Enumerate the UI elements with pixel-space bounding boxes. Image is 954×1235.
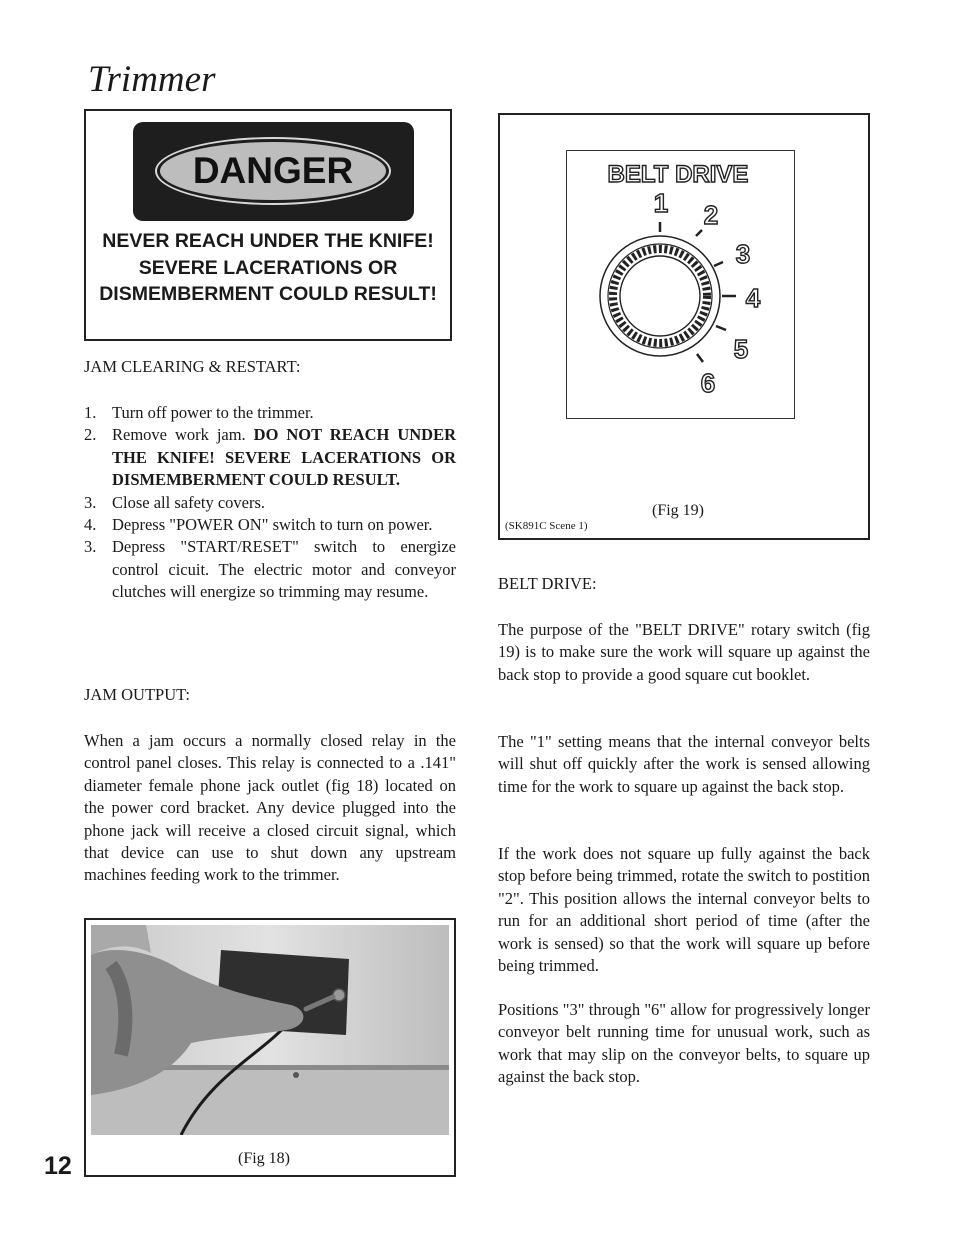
step-number: 4.	[84, 515, 97, 535]
step-text: Depress "POWER ON" switch to turn on power.	[112, 515, 433, 535]
figure-19-source: (SK891C Scene 1)	[505, 520, 588, 532]
dial-knob-face	[620, 256, 700, 336]
step-text: Remove work jam.	[112, 425, 254, 445]
belt-drive-heading: BELT DRIVE:	[498, 574, 597, 593]
dial-position-5: 5	[733, 334, 749, 364]
step-text: Close all safety covers.	[112, 492, 266, 512]
step-text: Turn off power to the trimmer.	[112, 403, 314, 422]
figure-19-caption: (Fig 19)	[652, 502, 704, 519]
step-number: 2.	[84, 425, 97, 445]
danger-message: NEVER REACH UNDER THE KNIFE! SEVERE LACERATIONS OR DISMEMBERMENT COULD RESULT!	[99, 230, 437, 305]
step-item	[84, 492, 456, 514]
jam-output-heading: JAM OUTPUT:	[84, 685, 190, 704]
step-text: Depress "START/RESET" switch to energize control cicuit. The electric motor and conveyor clutches will energize so trimming may resume.	[112, 537, 456, 602]
danger-label: DANGER	[192, 150, 354, 191]
dial-position-1: 1	[653, 188, 669, 218]
dial-title: BELT DRIVE	[607, 161, 749, 188]
jam-clearing-heading: JAM CLEARING & RESTART:	[84, 357, 301, 376]
dial-position-6: 6	[700, 368, 716, 398]
step-number: 3.	[84, 537, 97, 557]
figure-18-photo	[91, 925, 449, 1135]
step-warning: DO NOT REACH UNDER THE KNIFE! SEVERE LACERATIONS OR DISMEMBERMENT COULD RESULT.	[112, 425, 457, 490]
page-number: 12	[44, 1152, 72, 1180]
step-number: 3.	[84, 492, 97, 512]
page-title: Trimmer	[88, 59, 216, 100]
belt-drive-paragraph: If the work does not square up fully against the back stop before being trimmed, rotate the switch to postition "2". This position allows the internal conveyor belts to run for an additional short period of time (after the work is sensed) so that the work will square up before being trimmed.	[498, 844, 870, 976]
belt-drive-paragraph: The "1" setting means that the internal conveyor belts will shut off quickly after the work is sensed allowing time for the work to square up against the back stop.	[498, 732, 870, 796]
jam-output-body: When a jam occurs a normally closed relay in the control panel closes. This relay is connected to a .141" diameter female phone jack outlet (fig 18) located on the power cord bracket. Any device plugged into the phone jack will receive a closed circuit signal, which that device can use to shut down any upstream machines feeding work to the trimmer.	[84, 731, 456, 885]
dial-position-4: 4	[745, 283, 761, 313]
belt-drive-paragraph: The purpose of the "BELT DRIVE" rotary switch (fig 19) is to make sure the work will square up against the back stop to provide a good square cut booklet.	[498, 620, 870, 684]
dial-position-3: 3	[735, 239, 751, 269]
dial-position-2: 2	[703, 200, 719, 230]
step-item	[84, 514, 456, 536]
step-number: 1.	[84, 403, 97, 422]
step-item	[84, 424, 456, 491]
step-item	[84, 536, 456, 603]
jam-clearing-steps	[84, 402, 456, 604]
figure-18-caption: (Fig 18)	[238, 1150, 290, 1167]
belt-drive-dial	[566, 150, 795, 419]
belt-drive-paragraph: Positions "3" through "6" allow for progressively longer conveyor belt running time for unusual work, such as work that may slip on the conveyor belts, to square up against the back stop.	[498, 1000, 870, 1087]
step-item	[84, 402, 456, 424]
